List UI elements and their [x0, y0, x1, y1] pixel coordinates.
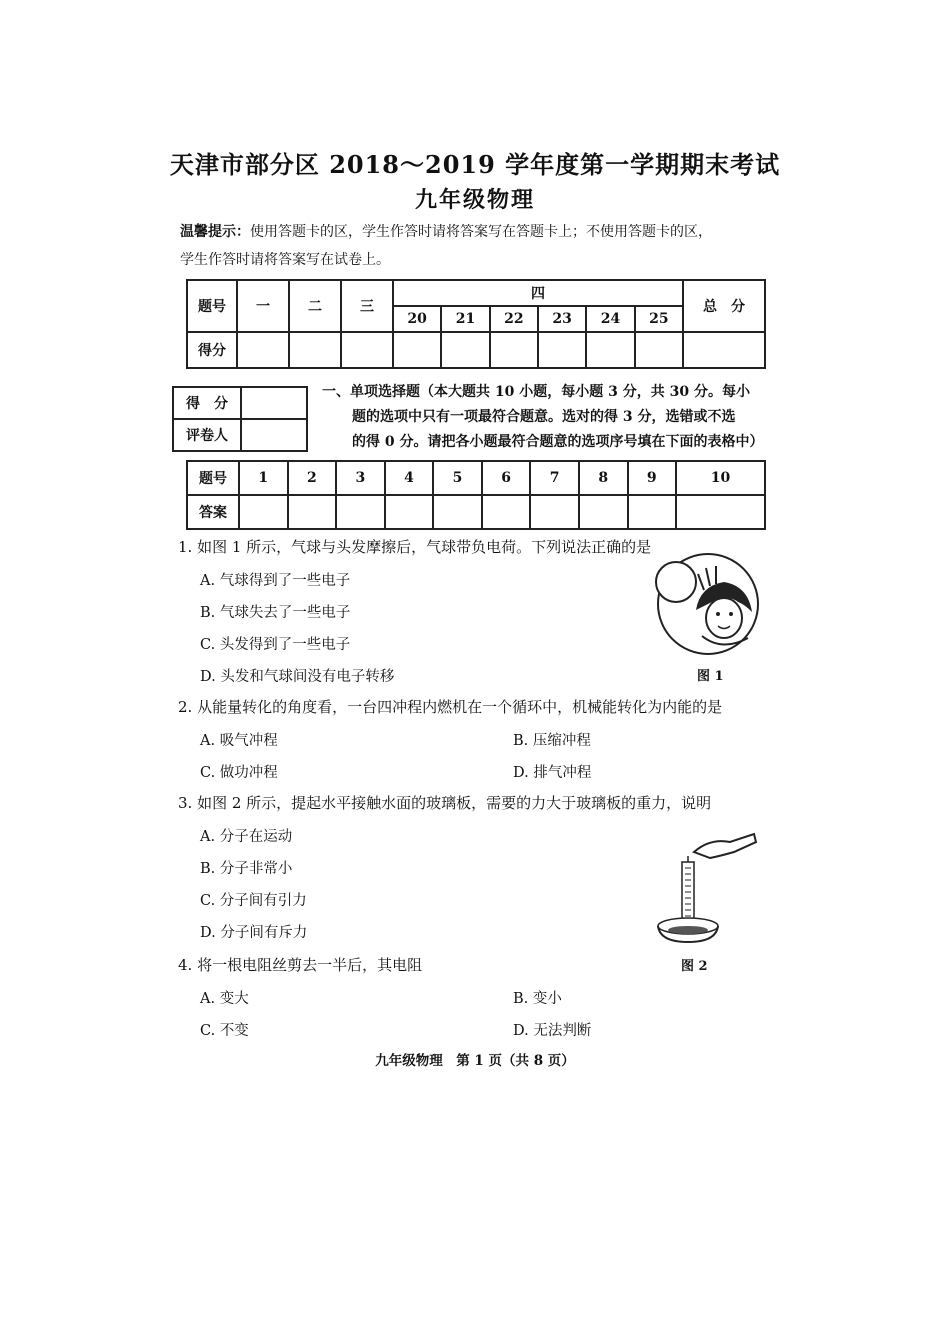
score-cell[interactable]	[289, 332, 341, 368]
score-sub-24: 24	[586, 306, 634, 332]
answer-number: 9	[628, 461, 677, 495]
answer-header-label: 题号	[187, 461, 239, 495]
score-table	[186, 279, 766, 369]
answer-cell[interactable]	[336, 495, 385, 529]
answer-cell[interactable]	[676, 495, 765, 529]
answer-cell[interactable]	[433, 495, 482, 529]
tip-line1: 使用答题卡的区，学生作答时请将答案写在答题卡上；不使用答题卡的区，	[250, 224, 712, 240]
score-sub-22: 22	[490, 306, 538, 332]
q1-option-d: D. 头发和气球间没有电子转移	[200, 669, 395, 685]
answer-number: 7	[530, 461, 579, 495]
q4-option-d: D. 无法判断	[513, 1023, 592, 1039]
q2-stem: 2. 从能量转化的角度看，一台四冲程内燃机在一个循环中，机械能转化为内能的是	[178, 698, 723, 716]
score-header-label: 题号	[187, 280, 237, 332]
score-sub-25: 25	[635, 306, 683, 332]
tip-line2: 学生作答时请将答案写在试卷上。	[180, 252, 390, 268]
score-col-1: 一	[237, 280, 289, 332]
q4-option-c: C. 不变	[200, 1023, 249, 1039]
section1-line2: 题的选项中只有一项最符合题意。选对的得 3 分，选错或不选	[352, 409, 736, 425]
section1-line1: 一、单项选择题（本大题共 10 小题，每小题 3 分，共 30 分。每小	[322, 384, 750, 400]
q4-option-b: B. 变小	[513, 991, 562, 1007]
score-cell[interactable]	[490, 332, 538, 368]
q3-option-c: C. 分子间有引力	[200, 893, 307, 909]
page-footer: 九年级物理 第 1 页（共 8 页）	[375, 1053, 575, 1069]
exam-title: 天津市部分区 2018～2019 学年度第一学期期末考试	[169, 150, 781, 179]
answer-number: 1	[239, 461, 288, 495]
exam-subtitle: 九年级物理	[414, 187, 535, 213]
answer-cell[interactable]	[385, 495, 434, 529]
q3-option-a: A. 分子在运动	[200, 829, 293, 845]
figure2-caption: 图 2	[681, 959, 708, 974]
answer-cell[interactable]	[288, 495, 337, 529]
answer-number: 3	[336, 461, 385, 495]
grader-table	[172, 386, 308, 452]
score-sub-20: 20	[393, 306, 441, 332]
q2-option-a: A. 吸气冲程	[200, 733, 278, 749]
answer-number: 2	[288, 461, 337, 495]
score-total-label: 总 分	[683, 280, 765, 332]
answer-table	[186, 460, 766, 530]
q1-stem: 1. 如图 1 所示，气球与头发摩擦后，气球带负电荷。下列说法正确的是	[178, 538, 652, 556]
answer-number: 6	[482, 461, 531, 495]
answer-number: 4	[385, 461, 434, 495]
score-col-4: 四	[393, 280, 683, 306]
score-cell[interactable]	[683, 332, 765, 368]
glass-plate-figure	[652, 822, 762, 947]
tip-label: 温馨提示：	[180, 224, 250, 240]
q1-option-c: C. 头发得到了一些电子	[200, 637, 351, 653]
q4-option-a: A. 变大	[200, 991, 249, 1007]
q2-option-d: D. 排气冲程	[513, 765, 592, 781]
score-cell[interactable]	[441, 332, 489, 368]
score-cell[interactable]	[237, 332, 289, 368]
q2-option-c: C. 做功冲程	[200, 765, 278, 781]
score-cell[interactable]	[635, 332, 683, 368]
tip-block	[180, 218, 780, 274]
score-row-label: 得分	[187, 332, 237, 368]
q3-stem: 3. 如图 2 所示，提起水平接触水面的玻璃板，需要的力大于玻璃板的重力，说明	[178, 794, 712, 812]
answer-number: 10	[676, 461, 765, 495]
q3-option-d: D. 分子间有斥力	[200, 925, 308, 941]
grader-score-label: 得 分	[173, 387, 241, 419]
answer-cell[interactable]	[530, 495, 579, 529]
q1-option-a: A. 气球得到了一些电子	[200, 573, 351, 589]
score-cell[interactable]	[538, 332, 586, 368]
grader-score-cell[interactable]	[241, 387, 307, 419]
score-sub-21: 21	[441, 306, 489, 332]
q1-option-b: B. 气球失去了一些电子	[200, 605, 351, 621]
q2-option-b: B. 压缩冲程	[513, 733, 591, 749]
grader-name-label: 评卷人	[173, 419, 241, 451]
answer-number: 5	[433, 461, 482, 495]
score-cell[interactable]	[393, 332, 441, 368]
answer-cell[interactable]	[482, 495, 531, 529]
section1-instructions	[322, 380, 772, 455]
answer-number: 8	[579, 461, 628, 495]
score-cell[interactable]	[341, 332, 393, 368]
score-sub-23: 23	[538, 306, 586, 332]
q3-option-b: B. 分子非常小	[200, 861, 293, 877]
answer-cell[interactable]	[579, 495, 628, 529]
answer-cell[interactable]	[628, 495, 677, 529]
answer-row-label: 答案	[187, 495, 239, 529]
balloon-girl-figure	[652, 552, 764, 657]
figure1-caption: 图 1	[697, 669, 724, 684]
section1-line3: 的得 0 分。请把各小题最符合题意的选项序号填在下面的表格中）	[352, 434, 764, 450]
answer-cell[interactable]	[239, 495, 288, 529]
score-col-2: 二	[289, 280, 341, 332]
score-cell[interactable]	[586, 332, 634, 368]
score-col-3: 三	[341, 280, 393, 332]
q4-stem: 4. 将一根电阻丝剪去一半后，其电阻	[178, 956, 423, 974]
grader-name-cell[interactable]	[241, 419, 307, 451]
